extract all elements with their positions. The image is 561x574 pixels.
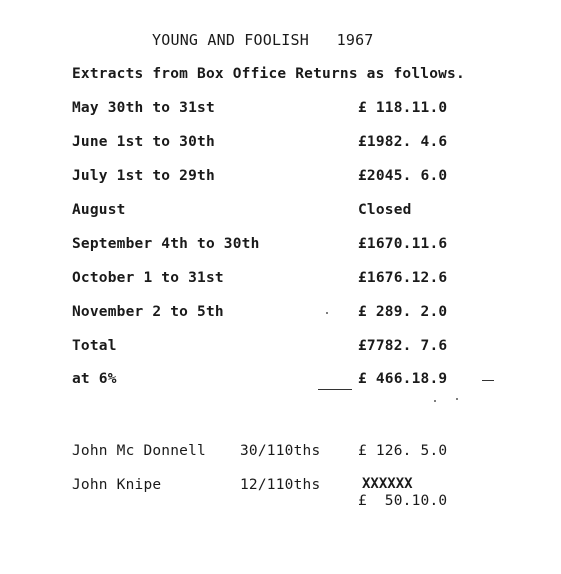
row-label: September 4th to 30th bbox=[72, 236, 260, 252]
document-title: YOUNG AND FOOLISH 1967 bbox=[152, 31, 374, 49]
scan-mark bbox=[482, 380, 494, 381]
row-label: July 1st to 29th bbox=[72, 168, 215, 184]
row-label: June 1st to 30th bbox=[72, 134, 215, 150]
row-label: November 2 to 5th bbox=[72, 304, 224, 320]
percentage-label: at 6% bbox=[72, 371, 117, 387]
row-amount: Closed bbox=[358, 202, 412, 218]
scan-mark bbox=[318, 389, 352, 390]
payee-name: John Knipe bbox=[72, 477, 162, 493]
scan-mark bbox=[434, 400, 436, 402]
percentage-amount: £ 466.18.9 bbox=[358, 371, 448, 387]
scan-mark bbox=[326, 312, 328, 314]
payee-share: 30/110ths bbox=[240, 443, 321, 459]
total-amount: £7782. 7.6 bbox=[358, 338, 448, 354]
row-label: August bbox=[72, 202, 126, 218]
row-amount: £ 289. 2.0 bbox=[358, 304, 448, 320]
scan-mark bbox=[456, 398, 458, 400]
row-amount: £1670.11.6 bbox=[358, 236, 448, 252]
row-amount: £2045. 6.0 bbox=[358, 168, 448, 184]
struck-out-text: XXXXXX bbox=[362, 476, 413, 492]
total-label: Total bbox=[72, 338, 117, 354]
row-amount: £1982. 4.6 bbox=[358, 134, 448, 150]
row-amount: £1676.12.6 bbox=[358, 270, 448, 286]
payee-name: John Mc Donnell bbox=[72, 443, 206, 459]
row-amount: £ 118.11.0 bbox=[358, 100, 448, 116]
payee-share: 12/110ths bbox=[240, 477, 321, 493]
row-label: May 30th to 31st bbox=[72, 100, 215, 116]
document-subtitle: Extracts from Box Office Returns as follows. bbox=[72, 66, 465, 82]
payee-amount: £ 50.10.0 bbox=[358, 493, 448, 509]
payee-amount: £ 126. 5.0 bbox=[358, 443, 448, 459]
row-label: October 1 to 31st bbox=[72, 270, 224, 286]
